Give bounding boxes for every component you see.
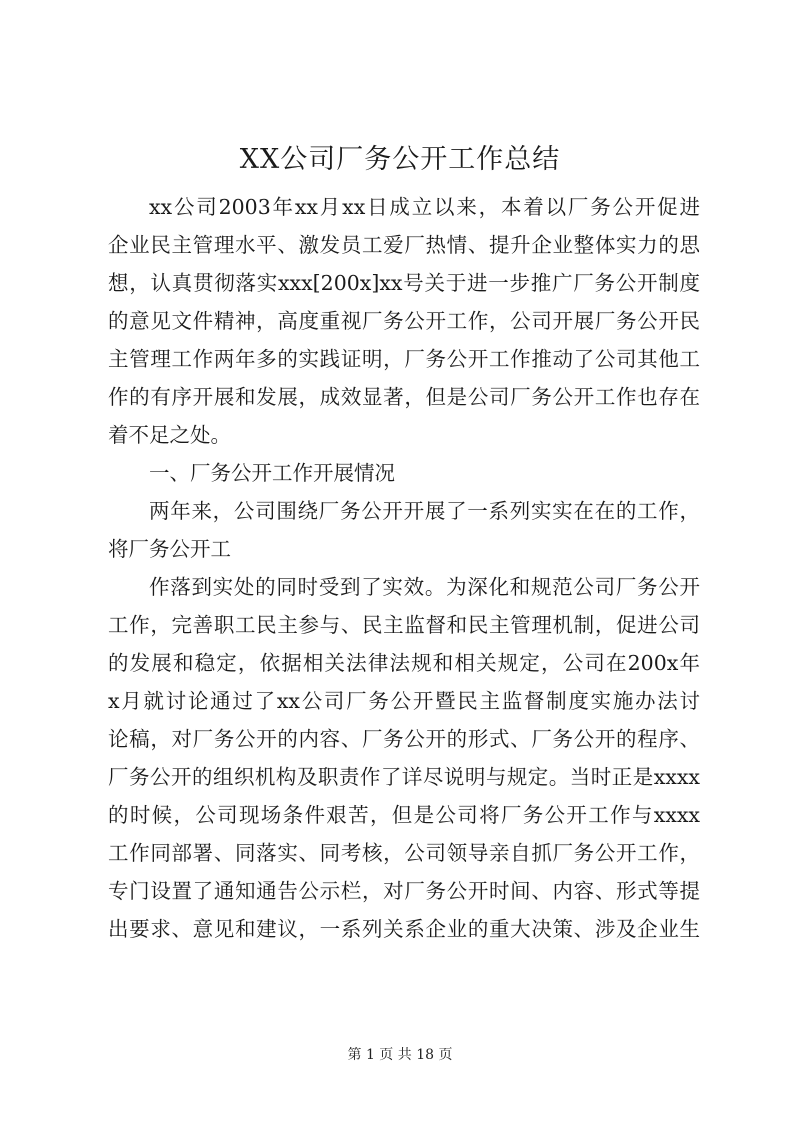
body-line: 的时候，公司现场条件艰苦，但是公司将厂务公开工作与xxxx [108,803,700,827]
document-body [108,188,700,948]
body-line: 出要求、意见和建议，一系列关系企业的重大决策、涉及企业生 [108,917,700,941]
body-line: 主管理工作两年多的实践证明，厂务公开工作推动了公司其他工 [108,347,700,371]
body-line: 作落到实处的同时受到了实效。为深化和规范公司厂务公开 [149,575,700,599]
body-line: 的意见文件精神，高度重视厂务公开工作，公司开展厂务公开民 [108,309,700,333]
body-line: 的发展和稳定，依据相关法律法规和相关规定，公司在200x年 [108,651,700,675]
body-line: 论稿，对厂务公开的内容、厂务公开的形式、厂务公开的程序、 [108,727,700,751]
body-line: 工作同部署、同落实、同考核，公司领导亲自抓厂务公开工作， [108,841,700,865]
body-line: 想，认真贯彻落实xxx[200x]xx号关于进一步推广厂务公开制度 [108,271,700,295]
body-line: 专门设置了通知通告公示栏，对厂务公开时间、内容、形式等提 [108,879,700,903]
body-line: x月就讨论通过了xx公司厂务公开暨民主监督制度实施办法讨 [108,689,700,713]
body-line: 厂务公开的组织机构及职责作了详尽说明与规定。当时正是xxxx [108,765,700,789]
body-line: 作的有序开展和发展，成效显著，但是公司厂务公开工作也存在 [108,385,700,409]
body-line: 一、厂务公开工作开展情况 [149,461,395,485]
body-line: 工作，完善职工民主参与、民主监督和民主管理机制，促进公司 [108,613,700,637]
body-line: xx公司2003年xx月xx日成立以来，本着以厂务公开促进 [149,195,700,219]
body-line: 两年来，公司围绕厂务公开开展了一系列实实在在的工作， [149,499,700,523]
document-title: XX公司厂务公开工作总结 [239,144,561,175]
body-line: 将厂务公开工 [108,537,231,561]
body-line: 着不足之处。 [108,423,231,447]
body-line: 企业民主管理水平、激发员工爱厂热情、提升企业整体实力的思 [108,233,700,257]
page-footer: 第 1 页 共 18 页 [347,1047,453,1063]
